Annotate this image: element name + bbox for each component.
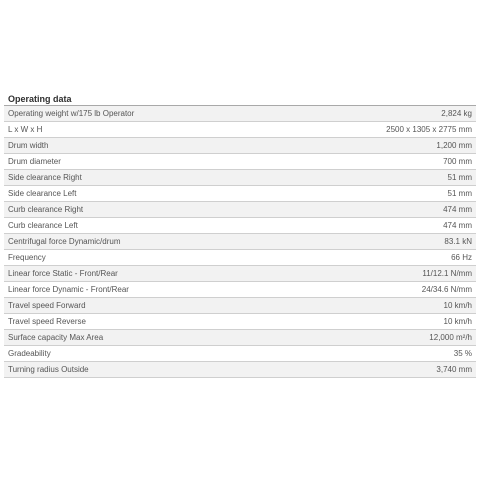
row-value: 51 mm (447, 189, 472, 198)
table-row (4, 122, 476, 138)
row-value: 66 Hz (451, 253, 472, 262)
row-label: Drum diameter (8, 157, 61, 166)
row-label: Linear force Dynamic - Front/Rear (8, 285, 129, 294)
table-row (4, 106, 476, 122)
table-row (4, 218, 476, 234)
row-value: 10 km/h (443, 317, 472, 326)
row-value: 474 mm (443, 205, 472, 214)
table-row (4, 266, 476, 282)
table-row (4, 154, 476, 170)
row-value: 11/12.1 N/mm (422, 269, 472, 278)
row-value: 83.1 kN (444, 237, 472, 246)
row-label: Linear force Static - Front/Rear (8, 269, 118, 278)
table-row (4, 202, 476, 218)
table-row (4, 298, 476, 314)
row-value: 700 mm (443, 157, 472, 166)
row-value: 12,000 m²/h (429, 333, 472, 342)
row-label: Curb clearance Left (8, 221, 78, 230)
table-row (4, 282, 476, 298)
table-row (4, 362, 476, 378)
table-row (4, 330, 476, 346)
row-value: 474 mm (443, 221, 472, 230)
row-value: 3,740 mm (436, 365, 472, 374)
row-label: Side clearance Right (8, 173, 82, 182)
row-value: 10 km/h (443, 301, 472, 310)
row-label: Turning radius Outside (8, 365, 89, 374)
row-label: Side clearance Left (8, 189, 77, 198)
row-label: Frequency (8, 253, 46, 262)
row-label: Travel speed Reverse (8, 317, 86, 326)
row-label: Curb clearance Right (8, 205, 84, 214)
row-value: 24/34.6 N/mm (421, 285, 472, 294)
row-label: Centrifugal force Dynamic/drum (8, 237, 121, 246)
table-row (4, 186, 476, 202)
row-value: 1,200 mm (436, 141, 472, 150)
row-label: Surface capacity Max Area (8, 333, 104, 342)
spec-rows (4, 106, 476, 378)
table-row (4, 250, 476, 266)
table-row (4, 234, 476, 250)
row-label: Travel speed Forward (8, 301, 86, 310)
table-row (4, 346, 476, 362)
row-label: Drum width (8, 141, 49, 150)
row-value: 51 mm (447, 173, 472, 182)
table-row (4, 138, 476, 154)
row-value: 2,824 kg (441, 109, 472, 118)
row-label: Operating weight w/175 lb Operator (8, 109, 135, 118)
section-heading: Operating data (4, 92, 476, 106)
table-row (4, 314, 476, 330)
row-label: L x W x H (8, 125, 43, 134)
operating-data-table (4, 92, 476, 378)
row-value: 35 % (453, 349, 472, 358)
row-value: 2500 x 1305 x 2775 mm (386, 125, 472, 134)
table-row (4, 170, 476, 186)
row-label: Gradeability (8, 349, 51, 358)
